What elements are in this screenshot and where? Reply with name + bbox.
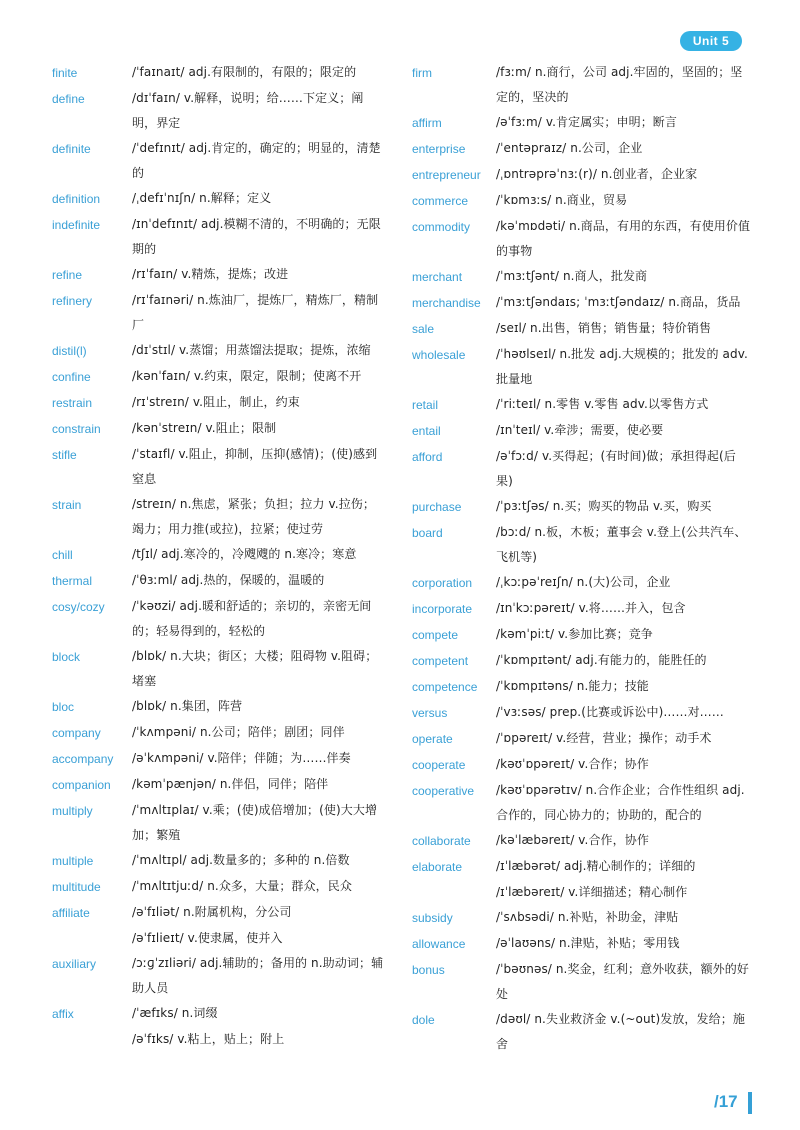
definition: /ˈfaɪnaɪt/ adj.有限制的，有限的；限定的 [132, 65, 357, 79]
definition: /ˌdefɪˈnɪʃn/ n.解释；定义 [132, 191, 272, 205]
headword: restrain [52, 396, 93, 410]
definition: /ɪnˈdefɪnɪt/ adj.模糊不清的，不明确的；无限期的 [132, 217, 381, 256]
definition: /ˌkɔːpəˈreɪʃn/ n.(大)公司，企业 [496, 575, 671, 589]
vocab-entry [412, 778, 752, 828]
vocab-entry [412, 342, 752, 392]
headword: dole [412, 1013, 435, 1027]
vocab-entry [412, 316, 752, 342]
vocab-entry [52, 594, 387, 644]
definition: /kəmˈpiːt/ v.参加比赛；竞争 [496, 627, 653, 641]
definition: /əˈlaʊəns/ n.津贴，补贴；零用钱 [496, 936, 680, 950]
vocab-entry [412, 162, 752, 188]
headword: definite [52, 142, 91, 156]
left-column [52, 60, 387, 1052]
headword: competence [412, 680, 478, 694]
vocab-entry [412, 214, 752, 264]
definition: /tʃɪl/ adj.寒冷的，冷飕飕的 n.寒冷；寒意 [132, 547, 357, 561]
headword: purchase [412, 500, 462, 514]
vocab-entry [412, 700, 752, 726]
page-number-bar [748, 1092, 752, 1114]
definition: /ɪnˈteɪl/ v.牵涉；需要，使必要 [496, 423, 664, 437]
headword: entail [412, 424, 441, 438]
vocab-entry [412, 110, 752, 136]
headword: sale [412, 322, 435, 336]
definition: /ˈɒpəreɪt/ v.经营，营业；操作；动手术 [496, 731, 712, 745]
vocab-entry [52, 798, 387, 848]
definition: /ˈmʌltɪplaɪ/ v.乘；(使)成倍增加；(使)大大增加；繁殖 [132, 803, 378, 842]
headword: allowance [412, 937, 466, 951]
vocab-entry [52, 568, 387, 594]
vocab-entry [52, 746, 387, 772]
definition: /dəʊl/ n.失业救济金 v.(~out)发放，发给；施舍 [496, 1012, 745, 1051]
definition: /kəˈmɒdəti/ n.商品，有用的东西，有使用价值的事物 [496, 219, 751, 258]
vocab-entry [52, 364, 387, 390]
definition: /əˈfɪliət/ n.附属机构，分公司 [132, 905, 292, 919]
headword: strain [52, 498, 82, 512]
headword: incorporate [412, 602, 473, 616]
headword: competent [412, 654, 469, 668]
vocab-entry [52, 136, 387, 186]
definition: /rɪˈfaɪnəri/ n.炼油厂，提炼厂，精炼厂，精制厂 [132, 293, 379, 332]
headword: merchant [412, 270, 463, 284]
headword: stifle [52, 448, 77, 462]
vocab-entry [52, 926, 387, 951]
vocab-entry [52, 720, 387, 746]
headword: affiliate [52, 906, 90, 920]
vocab-entry [412, 957, 752, 1007]
definition: /ˈstaɪfl/ v.阻止，抑制，压抑(感情)；(使)感到窒息 [132, 447, 378, 486]
definition: /blɒk/ n.集团，阵营 [132, 699, 243, 713]
headword: confine [52, 370, 91, 384]
definition: /əˈkʌmpəni/ v.陪伴；伴随；为……伴奏 [132, 751, 351, 765]
vocab-entry [412, 880, 752, 905]
headword: board [412, 526, 443, 540]
headword: definition [52, 192, 101, 206]
definition: /kəˈlæbəreɪt/ v.合作，协作 [496, 833, 649, 847]
vocab-entry [52, 848, 387, 874]
headword: commodity [412, 220, 471, 234]
headword: versus [412, 706, 448, 720]
definition: /seɪl/ n.出售，销售；销售量；特价销售 [496, 321, 712, 335]
definition: /dɪˈstɪl/ v.蒸馏；用蒸馏法提取；提炼，浓缩 [132, 343, 371, 357]
definition: /ˈdefɪnɪt/ adj.肯定的，确定的；明显的，清楚的 [132, 141, 381, 180]
vocab-entry [52, 416, 387, 442]
vocab-entry [412, 622, 752, 648]
headword: enterprise [412, 142, 466, 156]
vocab-entry [52, 1001, 387, 1027]
vocab-entry [52, 390, 387, 416]
vocab-entry [412, 570, 752, 596]
headword: multiple [52, 854, 94, 868]
headword: constrain [52, 422, 101, 436]
definition: /blɒk/ n.大块；街区；大楼；阻碍物 v.阻碍；堵塞 [132, 649, 378, 688]
vocab-entry [52, 542, 387, 568]
headword: auxiliary [52, 957, 97, 971]
headword: bloc [52, 700, 75, 714]
definition: /ˈmɜːtʃənt/ n.商人，批发商 [496, 269, 648, 283]
vocab-entry [52, 288, 387, 338]
vocab-entry [412, 931, 752, 957]
headword: block [52, 650, 81, 664]
headword: merchandise [412, 296, 481, 310]
definition: /kənˈfaɪn/ v.约束，限定，限制；使离不开 [132, 369, 362, 383]
headword [52, 926, 132, 927]
headword: accompany [52, 752, 114, 766]
definition: /ˈkʌmpəni/ n.公司；陪伴；剧团；同伴 [132, 725, 345, 739]
definition: /ˈmɜːtʃəndaɪs; ˈmɜːtʃəndaɪz/ n.商品，货品 [496, 295, 741, 309]
headword: multitude [52, 880, 101, 894]
vocab-entry [52, 874, 387, 900]
definition: /əˈfɔːd/ v.买得起；(有时间)做；承担得起(后果) [496, 449, 736, 488]
definition: /kəʊˈɒpərətɪv/ n.合作企业；合作性组织 adj.合作的，同心协力的；协助的，配合的 [496, 783, 745, 822]
headword: compete [412, 628, 459, 642]
vocab-entry [412, 752, 752, 778]
vocab-entry [412, 648, 752, 674]
headword: bonus [412, 963, 445, 977]
definition: /ˌɒntrəprəˈnɜː(r)/ n.创业者，企业家 [496, 167, 698, 181]
vocab-entry [52, 86, 387, 136]
headword: cosy/cozy [52, 600, 105, 614]
definition: /streɪn/ n.焦虑，紧张；负担；拉力 v.拉伤；竭力；用力推(或拉)，拉紧；使过劳 [132, 497, 375, 536]
vocab-entry [52, 900, 387, 926]
definition: /rɪˈstreɪn/ v.阻止，制止，约束 [132, 395, 300, 409]
definition: /ɪˈlæbəreɪt/ v.详细描述；精心制作 [496, 885, 688, 899]
definition: /fɜːm/ n.商行，公司 adj.牢固的，坚固的；坚定的，坚决的 [496, 65, 743, 104]
definition: /ˈmʌltɪtjuːd/ n.众多，大量；群众，民众 [132, 879, 352, 893]
page-number: /17 [714, 1092, 738, 1111]
headword [412, 880, 496, 881]
vocab-entry [52, 951, 387, 1001]
definition: /əˈfɜːm/ v.肯定属实；申明；断言 [496, 115, 678, 129]
headword: finite [52, 66, 78, 80]
vocab-entry [412, 418, 752, 444]
headword: wholesale [412, 348, 466, 362]
definition: /ˈvɜːsəs/ prep.(比赛或诉讼中)……对…… [496, 705, 724, 719]
headword: subsidy [412, 911, 453, 925]
headword: operate [412, 732, 453, 746]
vocab-entry [52, 492, 387, 542]
definition: /rɪˈfaɪn/ v.精炼，提炼；改进 [132, 267, 289, 281]
headword: define [52, 92, 85, 106]
definition: /ˈentəpraɪz/ n.公司，企业 [496, 141, 643, 155]
headword: cooperative [412, 784, 475, 798]
vocab-entry [412, 290, 752, 316]
headword [52, 1027, 132, 1028]
vocab-entry [52, 1027, 387, 1052]
headword: multiply [52, 804, 93, 818]
vocab-entry [412, 905, 752, 931]
definition: /ˈmʌltɪpl/ adj.数量多的；多种的 n.倍数 [132, 853, 350, 867]
definition: /ɪnˈkɔːpəreɪt/ v.将……并入，包含 [496, 601, 686, 615]
vocab-entry [412, 726, 752, 752]
vocab-entry [52, 694, 387, 720]
headword: afford [412, 450, 443, 464]
headword: chill [52, 548, 73, 562]
headword: thermal [52, 574, 93, 588]
vocab-entry [412, 1007, 752, 1057]
vocab-entry [52, 186, 387, 212]
definition: /ˈkɒmɜːs/ n.商业，贸易 [496, 193, 628, 207]
definition: /kəmˈpænjən/ n.伴侣，同伴；陪伴 [132, 777, 329, 791]
definition: /ˈθɜːml/ adj.热的，保暖的，温暖的 [132, 573, 325, 587]
vocab-entry [412, 444, 752, 494]
definition: /ˈhəʊlseɪl/ n.批发 adj.大规模的；批发的 adv.批量地 [496, 347, 748, 386]
vocab-entry [52, 442, 387, 492]
definition: /ˈpɜːtʃəs/ n.买；购买的物品 v.买，购买 [496, 499, 712, 513]
vocab-entry [412, 136, 752, 162]
definition: /ˈkɒmpɪtənt/ adj.有能力的，能胜任的 [496, 653, 707, 667]
headword: retail [412, 398, 439, 412]
definition: /ˈkɒmpɪtəns/ n.能力；技能 [496, 679, 649, 693]
vocab-entry [52, 60, 387, 86]
headword: refinery [52, 294, 93, 308]
definition: /kənˈstreɪn/ v.阻止；限制 [132, 421, 277, 435]
headword: collaborate [412, 834, 471, 848]
vocab-entry [412, 188, 752, 214]
vocab-entry [412, 828, 752, 854]
headword: distil(l) [52, 344, 87, 358]
headword: cooperate [412, 758, 466, 772]
right-column [412, 60, 752, 1057]
headword: firm [412, 66, 432, 80]
vocab-entry [412, 674, 752, 700]
definition: /ˈbəʊnəs/ n.奖金，红利；意外收获，额外的好处 [496, 962, 749, 1001]
definition: /kəʊˈɒpəreɪt/ v.合作；协作 [496, 757, 649, 771]
definition: /ˈsʌbsədi/ n.补贴，补助金，津贴 [496, 910, 679, 924]
definition: /bɔːd/ n.板，木板；董事会 v.登上(公共汽车、飞机等) [496, 525, 747, 564]
vocab-entry [52, 338, 387, 364]
headword: indefinite [52, 218, 101, 232]
headword: refine [52, 268, 83, 282]
vocab-entry [412, 494, 752, 520]
vocab-entry [52, 772, 387, 798]
vocab-entry [412, 392, 752, 418]
headword: affirm [412, 116, 442, 130]
definition: /ˈkəʊzi/ adj.暖和舒适的；亲切的，亲密无间的；轻易得到的，轻松的 [132, 599, 372, 638]
vocab-entry [52, 212, 387, 262]
headword: corporation [412, 576, 473, 590]
vocab-entry [412, 264, 752, 290]
definition: /əˈfɪks/ v.粘上，贴上；附上 [132, 1032, 285, 1046]
vocab-entry [412, 596, 752, 622]
vocab-entry [412, 854, 752, 880]
definition: /ɔːɡˈzɪliəri/ adj.辅助的；备用的 n.助动词；辅助人员 [132, 956, 384, 995]
vocab-entry [412, 520, 752, 570]
headword: companion [52, 778, 111, 792]
vocab-entry [52, 644, 387, 694]
headword: elaborate [412, 860, 463, 874]
definition: /ˈriːteɪl/ n.零售 v.零售 adv.以零售方式 [496, 397, 709, 411]
vocab-entry [52, 262, 387, 288]
headword: company [52, 726, 101, 740]
unit-badge: Unit 5 [680, 31, 742, 51]
vocab-entry [412, 60, 752, 110]
headword: affix [52, 1007, 74, 1021]
definition: /əˈfɪlieɪt/ v.使隶属，使并入 [132, 931, 283, 945]
definition: /ˈæfɪks/ n.词缀 [132, 1006, 218, 1020]
definition: /ɪˈlæbərət/ adj.精心制作的；详细的 [496, 859, 696, 873]
headword: entrepreneur [412, 168, 481, 182]
headword: commerce [412, 194, 469, 208]
definition: /dɪˈfaɪn/ v.解释，说明；给……下定义；阐明，界定 [132, 91, 364, 130]
